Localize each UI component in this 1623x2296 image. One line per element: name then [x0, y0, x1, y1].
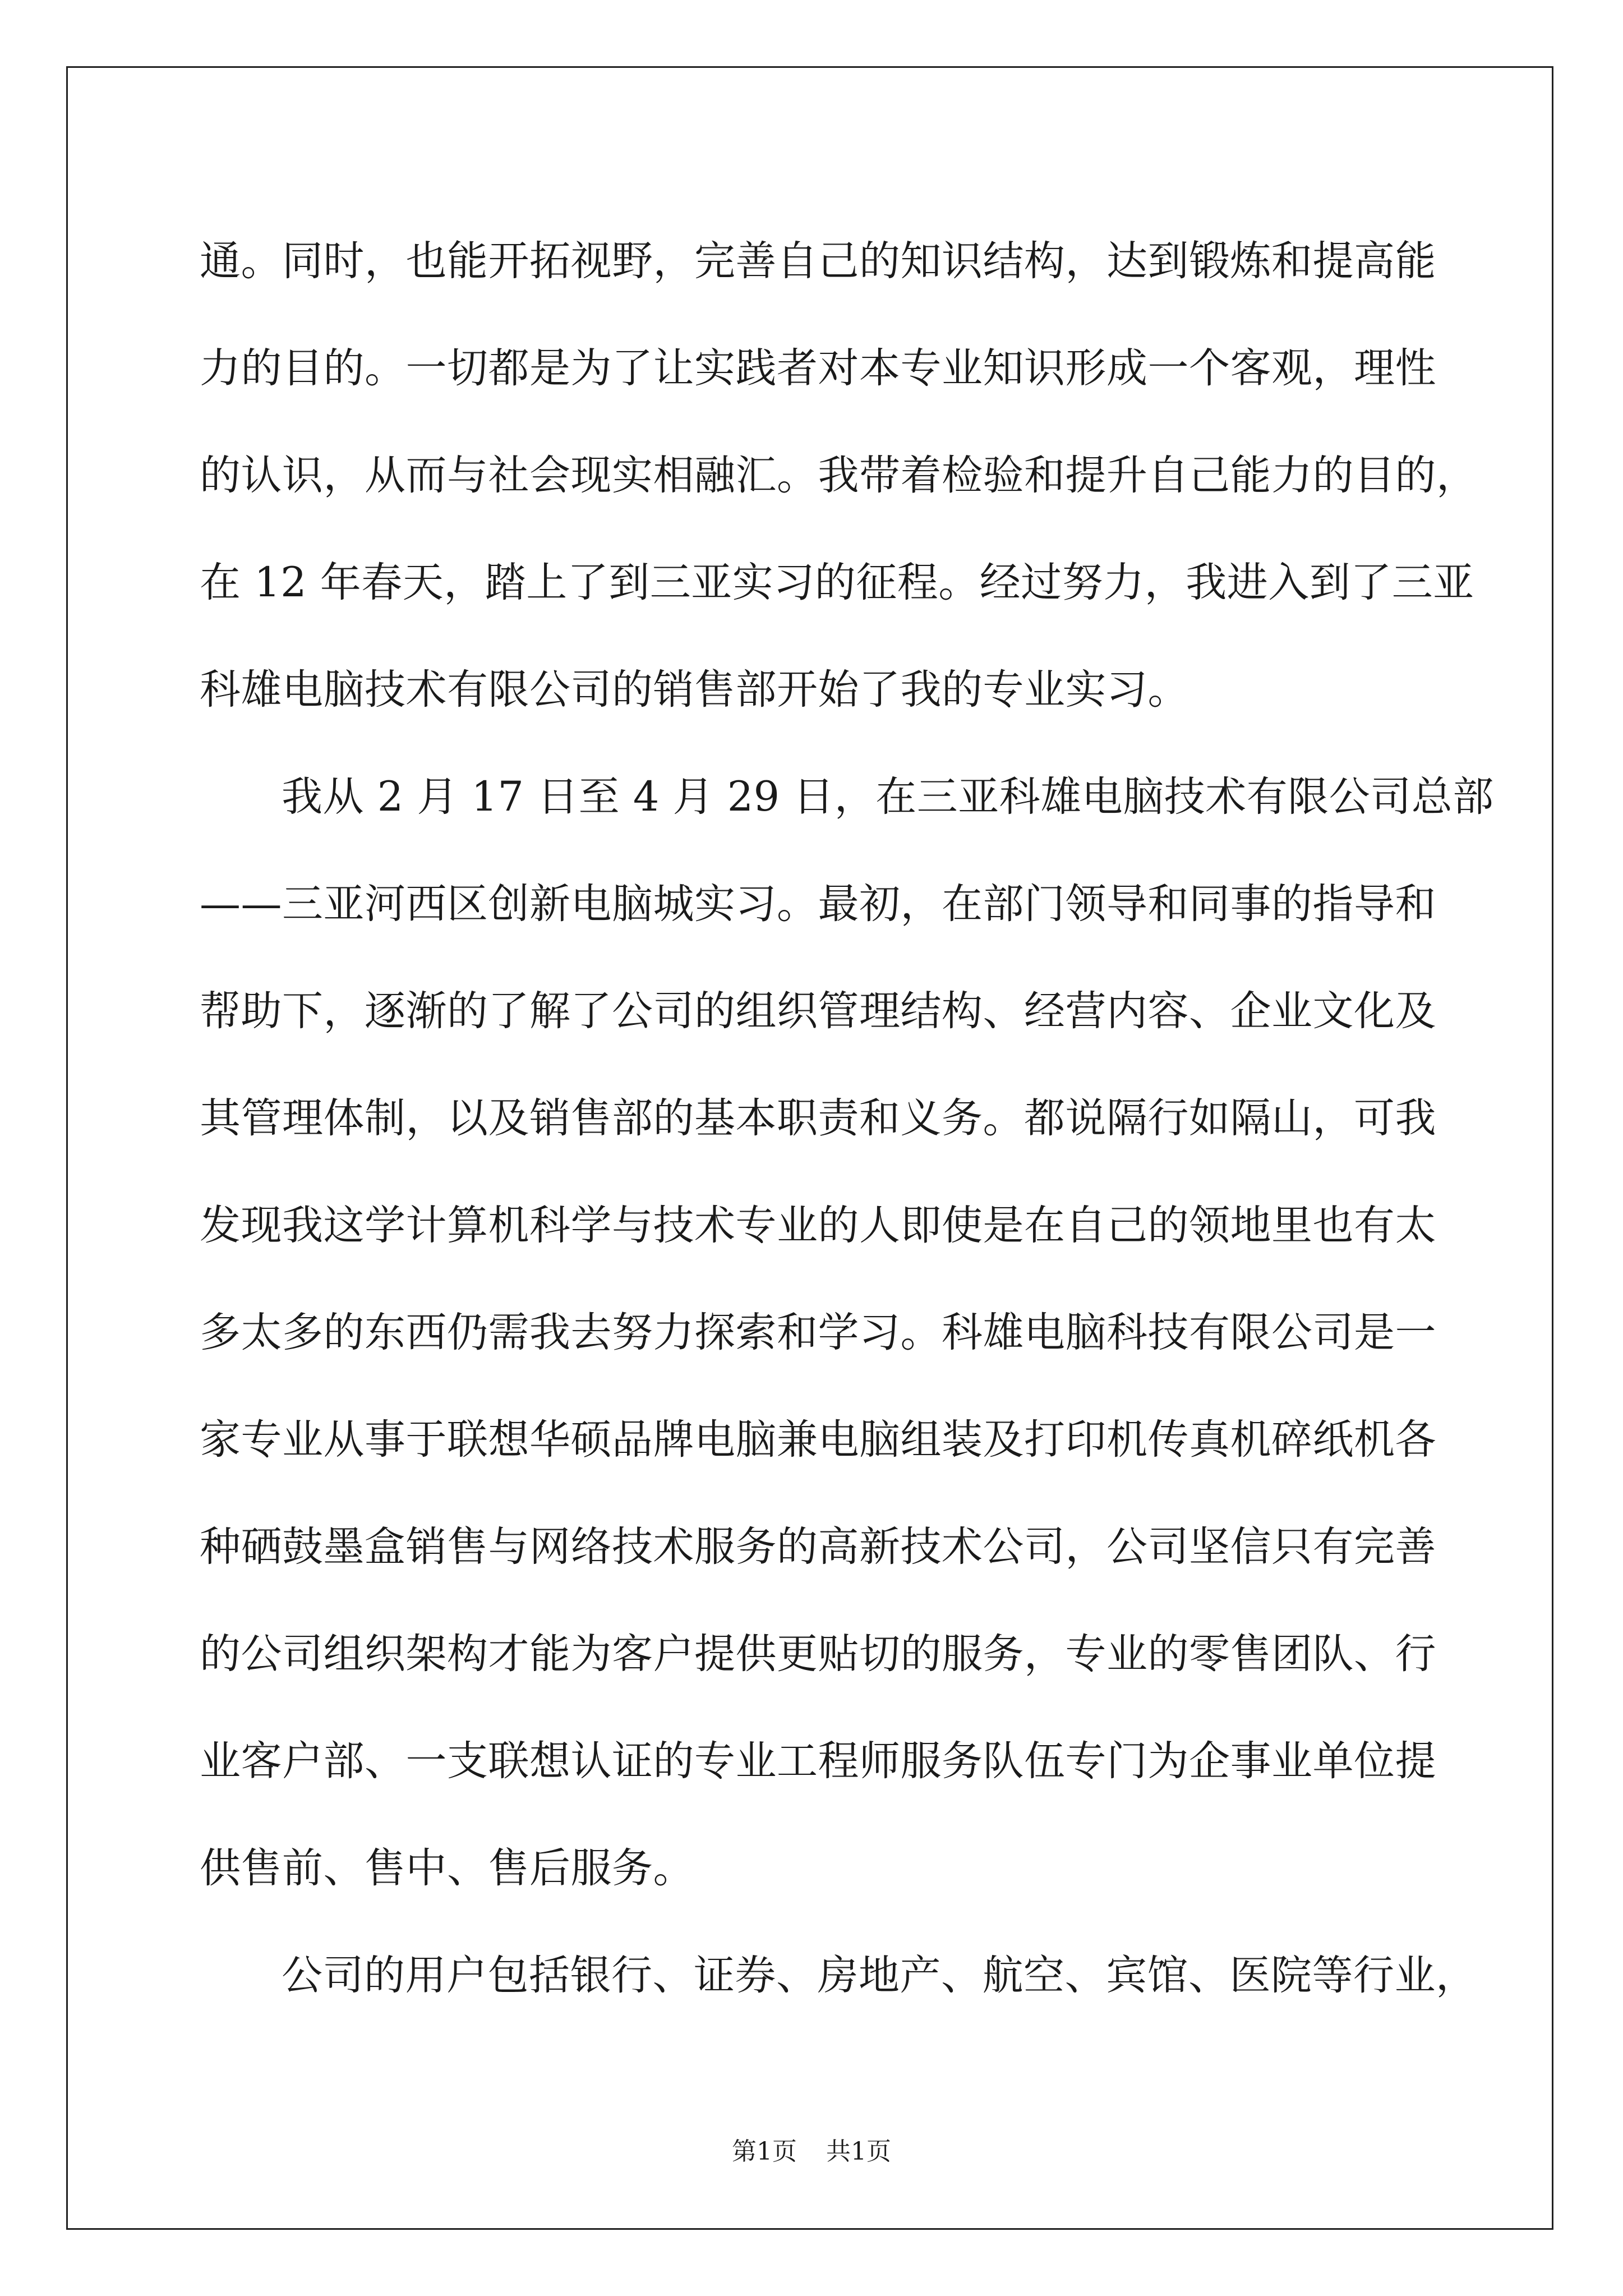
text-line: 的公司组织架构才能为客户提供更贴切的服务，专业的零售团队、行 [200, 1630, 1436, 1678]
page-footer [0, 2136, 1623, 2168]
text-line: 的认识，从而与社会现实相融汇。我带着检验和提升自己能力的目的， [200, 452, 1478, 499]
page-total: 共1页 [826, 2137, 891, 2166]
text-line: 其管理体制，以及销售部的基本职责和义务。都说隔行如隔山，可我 [200, 1094, 1436, 1142]
text-line: 家专业从事于联想华硕品牌电脑兼电脑组装及打印机传真机碎纸机各 [200, 1416, 1436, 1464]
text-line: ——三亚河西区创新电脑城实习。最初，在部门领导和同事的指导和 [200, 880, 1436, 928]
text-line: 力的目的。一切都是为了让实践者对本专业知识形成一个客观，理性 [200, 344, 1436, 392]
text-line: 业客户部、一支联想认证的专业工程师服务队伍专门为企事业单位提 [200, 1737, 1436, 1785]
text-line: 发现我这学计算机科学与技术专业的人即使是在自己的领地里也有太 [200, 1202, 1436, 1249]
text-line: 科雄电脑技术有限公司的销售部开始了我的专业实习。 [200, 666, 1189, 714]
text-line: 多太多的东西仍需我去努力探索和学习。科雄电脑科技有限公司是一 [200, 1309, 1436, 1356]
paragraph [200, 743, 1494, 1922]
text-line: 种硒鼓墨盒销售与网络技术服务的高新技术公司，公司坚信只有完善 [200, 1523, 1436, 1571]
text-line: 公司的用户包括银行、证券、房地产、航空、宾馆、医院等行业， [282, 1952, 1477, 1999]
paragraph [200, 1922, 1477, 2029]
text-line: 帮助下，逐渐的了解了公司的组织管理结构、经营内容、企业文化及 [200, 987, 1436, 1035]
page-number: 第1页 [732, 2137, 797, 2166]
text-line: 在 12 年春天，踏上了到三亚实习的征程。经过努力，我进入到了三亚 [200, 559, 1474, 606]
text-line: 通。同时，也能开拓视野，完善自己的知识结构，达到锻炼和提高能 [200, 237, 1436, 285]
paragraph [200, 208, 1478, 743]
document-body [200, 208, 1494, 2029]
text-line: 供售前、售中、售后服务。 [200, 1844, 694, 1892]
text-line: 我从 2 月 17 日至 4 月 29 日，在三亚科雄电脑技术有限公司总部 [282, 773, 1494, 821]
